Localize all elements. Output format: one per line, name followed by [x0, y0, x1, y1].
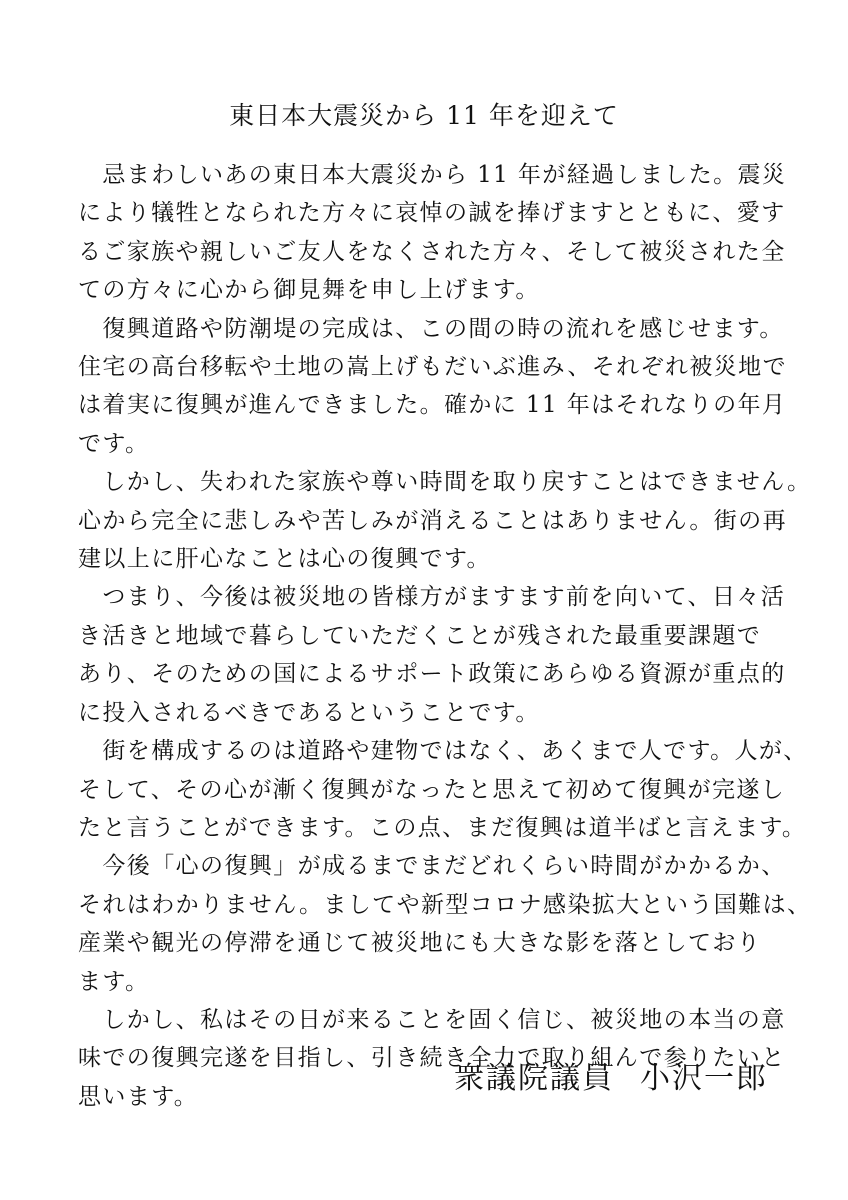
text-line: たと言うことができます。この点、まだ復興は道半ばと言えます。	[78, 814, 807, 841]
text-line: ます。	[78, 968, 150, 995]
text-line: あり、そのための国によるサポート政策にあらゆる資源が重点的	[78, 661, 786, 688]
signature	[454, 1055, 768, 1103]
text-line: そして、その心が漸く復興がなったと思えて初めて復興が完遂し	[78, 776, 786, 803]
text-line: により犠牲となられた方々に哀悼の誠を捧げますとともに、愛す	[78, 200, 786, 227]
paragraph-5	[78, 732, 808, 847]
text-line: 心から完全に悲しみや苦しみが消えることはありません。街の再	[78, 507, 787, 534]
text-line: です。	[78, 430, 150, 457]
text-line: 住宅の高台移転や土地の嵩上げもだいぶ進み、それぞれ被災地で	[78, 354, 787, 381]
text-line: 思います。	[78, 1083, 199, 1110]
text-line: は着実に復興が進んできました。確かに 11 年はそれなりの年月	[78, 392, 787, 419]
text-line: 味での復興完遂を目指し、引き続き全力で取り組んで参りたいと	[78, 1045, 786, 1072]
text-line: き活きと地域で暮らしていただくことが残された最重要課題で	[78, 622, 762, 649]
text-line: しかし、私はその日が来ることを固く信じ、被災地の本当の意	[78, 1006, 786, 1033]
paragraph-2	[78, 310, 787, 464]
paragraph-4	[78, 578, 786, 732]
text-line: 建以上に肝心なことは心の復興です。	[78, 546, 491, 573]
text-line: 産業や観光の停滞を通じて被災地にも大きな影を落としており	[78, 930, 762, 957]
text-line: それはわかりません。ましてや新型コロナ感染拡大という国難は、	[78, 891, 812, 918]
signature-role: 衆議院議員	[454, 1061, 614, 1096]
signature-name: 小沢一郎	[640, 1061, 768, 1096]
text-line: 忌まわしいあの東日本大震災から 11 年が経過しました。震災	[78, 162, 787, 188]
paragraph-1	[78, 156, 787, 310]
letter-body	[78, 156, 812, 1116]
text-line: しかし、失われた家族や尊い時間を取り戻すことはできません。	[78, 469, 812, 496]
text-line: るご家族や親しいご友人をなくされた方々、そして被災された全	[78, 238, 786, 265]
text-line: 今後「心の復興」が成るまでまだどれくらい時間がかかるか、	[78, 853, 786, 880]
text-line: ての方々に心から御見舞を申し上げます。	[78, 277, 540, 304]
paragraph-6	[78, 847, 812, 1001]
text-line: に投入されるべきであるということです。	[78, 699, 540, 726]
paragraph-3	[78, 463, 812, 578]
text-line: つまり、今後は被災地の皆様方がますます前を向いて、日々活	[78, 584, 786, 611]
text-line: 街を構成するのは道路や建物ではなく、あくまで人です。人が、	[78, 738, 808, 765]
page-title: 東日本大震災から 11 年を迎えて	[229, 101, 619, 130]
text-line: 復興道路や防潮堤の完成は、この間の時の流れを感じせます。	[78, 315, 784, 342]
